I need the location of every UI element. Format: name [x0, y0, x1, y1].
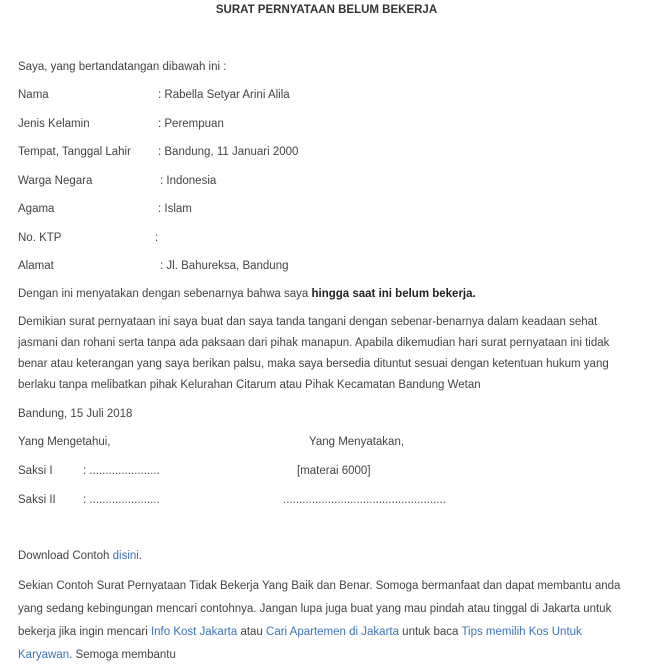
witness2-label: Saksi II: [18, 494, 56, 506]
declarant-label: Yang Menyatakan,: [309, 436, 405, 448]
field-label-agama: Agama: [18, 203, 55, 215]
witness1-line: : ......................: [83, 465, 160, 477]
witness2-line: : ......................: [83, 494, 160, 506]
download-prefix: Download Contoh: [18, 550, 113, 562]
closing-text-4: . Semoga membantu: [69, 649, 176, 661]
statement-line: [18, 288, 476, 300]
intro-text: Saya, yang bertandatangan dibawah ini :: [18, 61, 227, 73]
field-value-jenis-kelamin: : Perempuan: [158, 118, 224, 130]
closing-text-2: atau: [237, 626, 267, 638]
field-value-warga-negara: : Indonesia: [160, 175, 217, 187]
download-line: [18, 550, 142, 562]
document-title: SURAT PERNYATAAN BELUM BEKERJA: [215, 4, 438, 16]
field-label-jenis-kelamin: Jenis Kelamin: [18, 118, 90, 130]
statement-bold: hingga saat ini belum bekerja.: [311, 288, 476, 300]
field-label-alamat: Alamat: [18, 260, 54, 272]
field-value-ttl: : Bandung, 11 Januari 2000: [158, 146, 299, 158]
field-label-nama: Nama: [18, 89, 49, 101]
place-date: Bandung, 15 Juli 2018: [18, 408, 133, 420]
closing-paragraph: [18, 575, 638, 667]
statement-prefix: Dengan ini menyatakan dengan sebenarnya bahwa saya: [18, 288, 312, 300]
link-tips-kos-karyawan[interactable]: Tips memilih Kos Untuk Karyawan: [18, 626, 582, 661]
signature-line: ...................................................: [283, 494, 446, 506]
field-label-warga-negara: Warga Negara: [18, 175, 93, 187]
link-info-kost-jakarta[interactable]: Info Kost Jakarta: [150, 626, 238, 638]
closing-text-3: untuk baca: [398, 626, 462, 638]
closing-text-1: Sekian Contoh Surat Pernyataan Tidak Bekerja Yang Baik dan Benar. Somoga bermanfaat dan dapat membantu anda yang sedang kebingungan mencari contohnya. Jangan lupa juga buat yang mau pindah atau tinggal di Jakarta untuk bekerja jika ingin mencari: [18, 580, 621, 638]
witness1-label: Saksi I: [18, 465, 53, 477]
download-link[interactable]: disini: [112, 550, 139, 562]
materai-stamp: [materai 6000]: [297, 465, 371, 477]
link-cari-apartemen[interactable]: Cari Apartemen di Jakarta: [266, 626, 399, 638]
field-value-agama: : Islam: [158, 203, 192, 215]
field-value-alamat: : Jl. Bahureksa, Bandung: [160, 260, 289, 272]
download-suffix: .: [138, 550, 143, 562]
field-value-nama: : Rabella Setyar Arini Alila: [158, 89, 290, 101]
field-value-no-ktp: :: [155, 232, 159, 244]
field-label-no-ktp: No. KTP: [18, 232, 62, 244]
known-by-label: Yang Mengetahui,: [18, 436, 111, 448]
declaration-paragraph: Demikian surat pernyataan ini saya buat dan saya tanda tangani dengan sebenar-benarnya dalam keadaan sehat jasmani dan rohani serta tanpa ada paksaan dari pihak manapun. Apabila dikemudian hari surat pernyataan ini tidak benar atau keterangan yang saya berikan palsu, maka saya bersedia dituntut sesuai dengan ketentuan hukum yang berlaku tanpa melibatkan pihak Kelurahan Citarum atau Pihak Kecamatan Bandung Wetan: [18, 316, 610, 391]
field-label-ttl: Tempat, Tanggal Lahir: [18, 146, 131, 158]
